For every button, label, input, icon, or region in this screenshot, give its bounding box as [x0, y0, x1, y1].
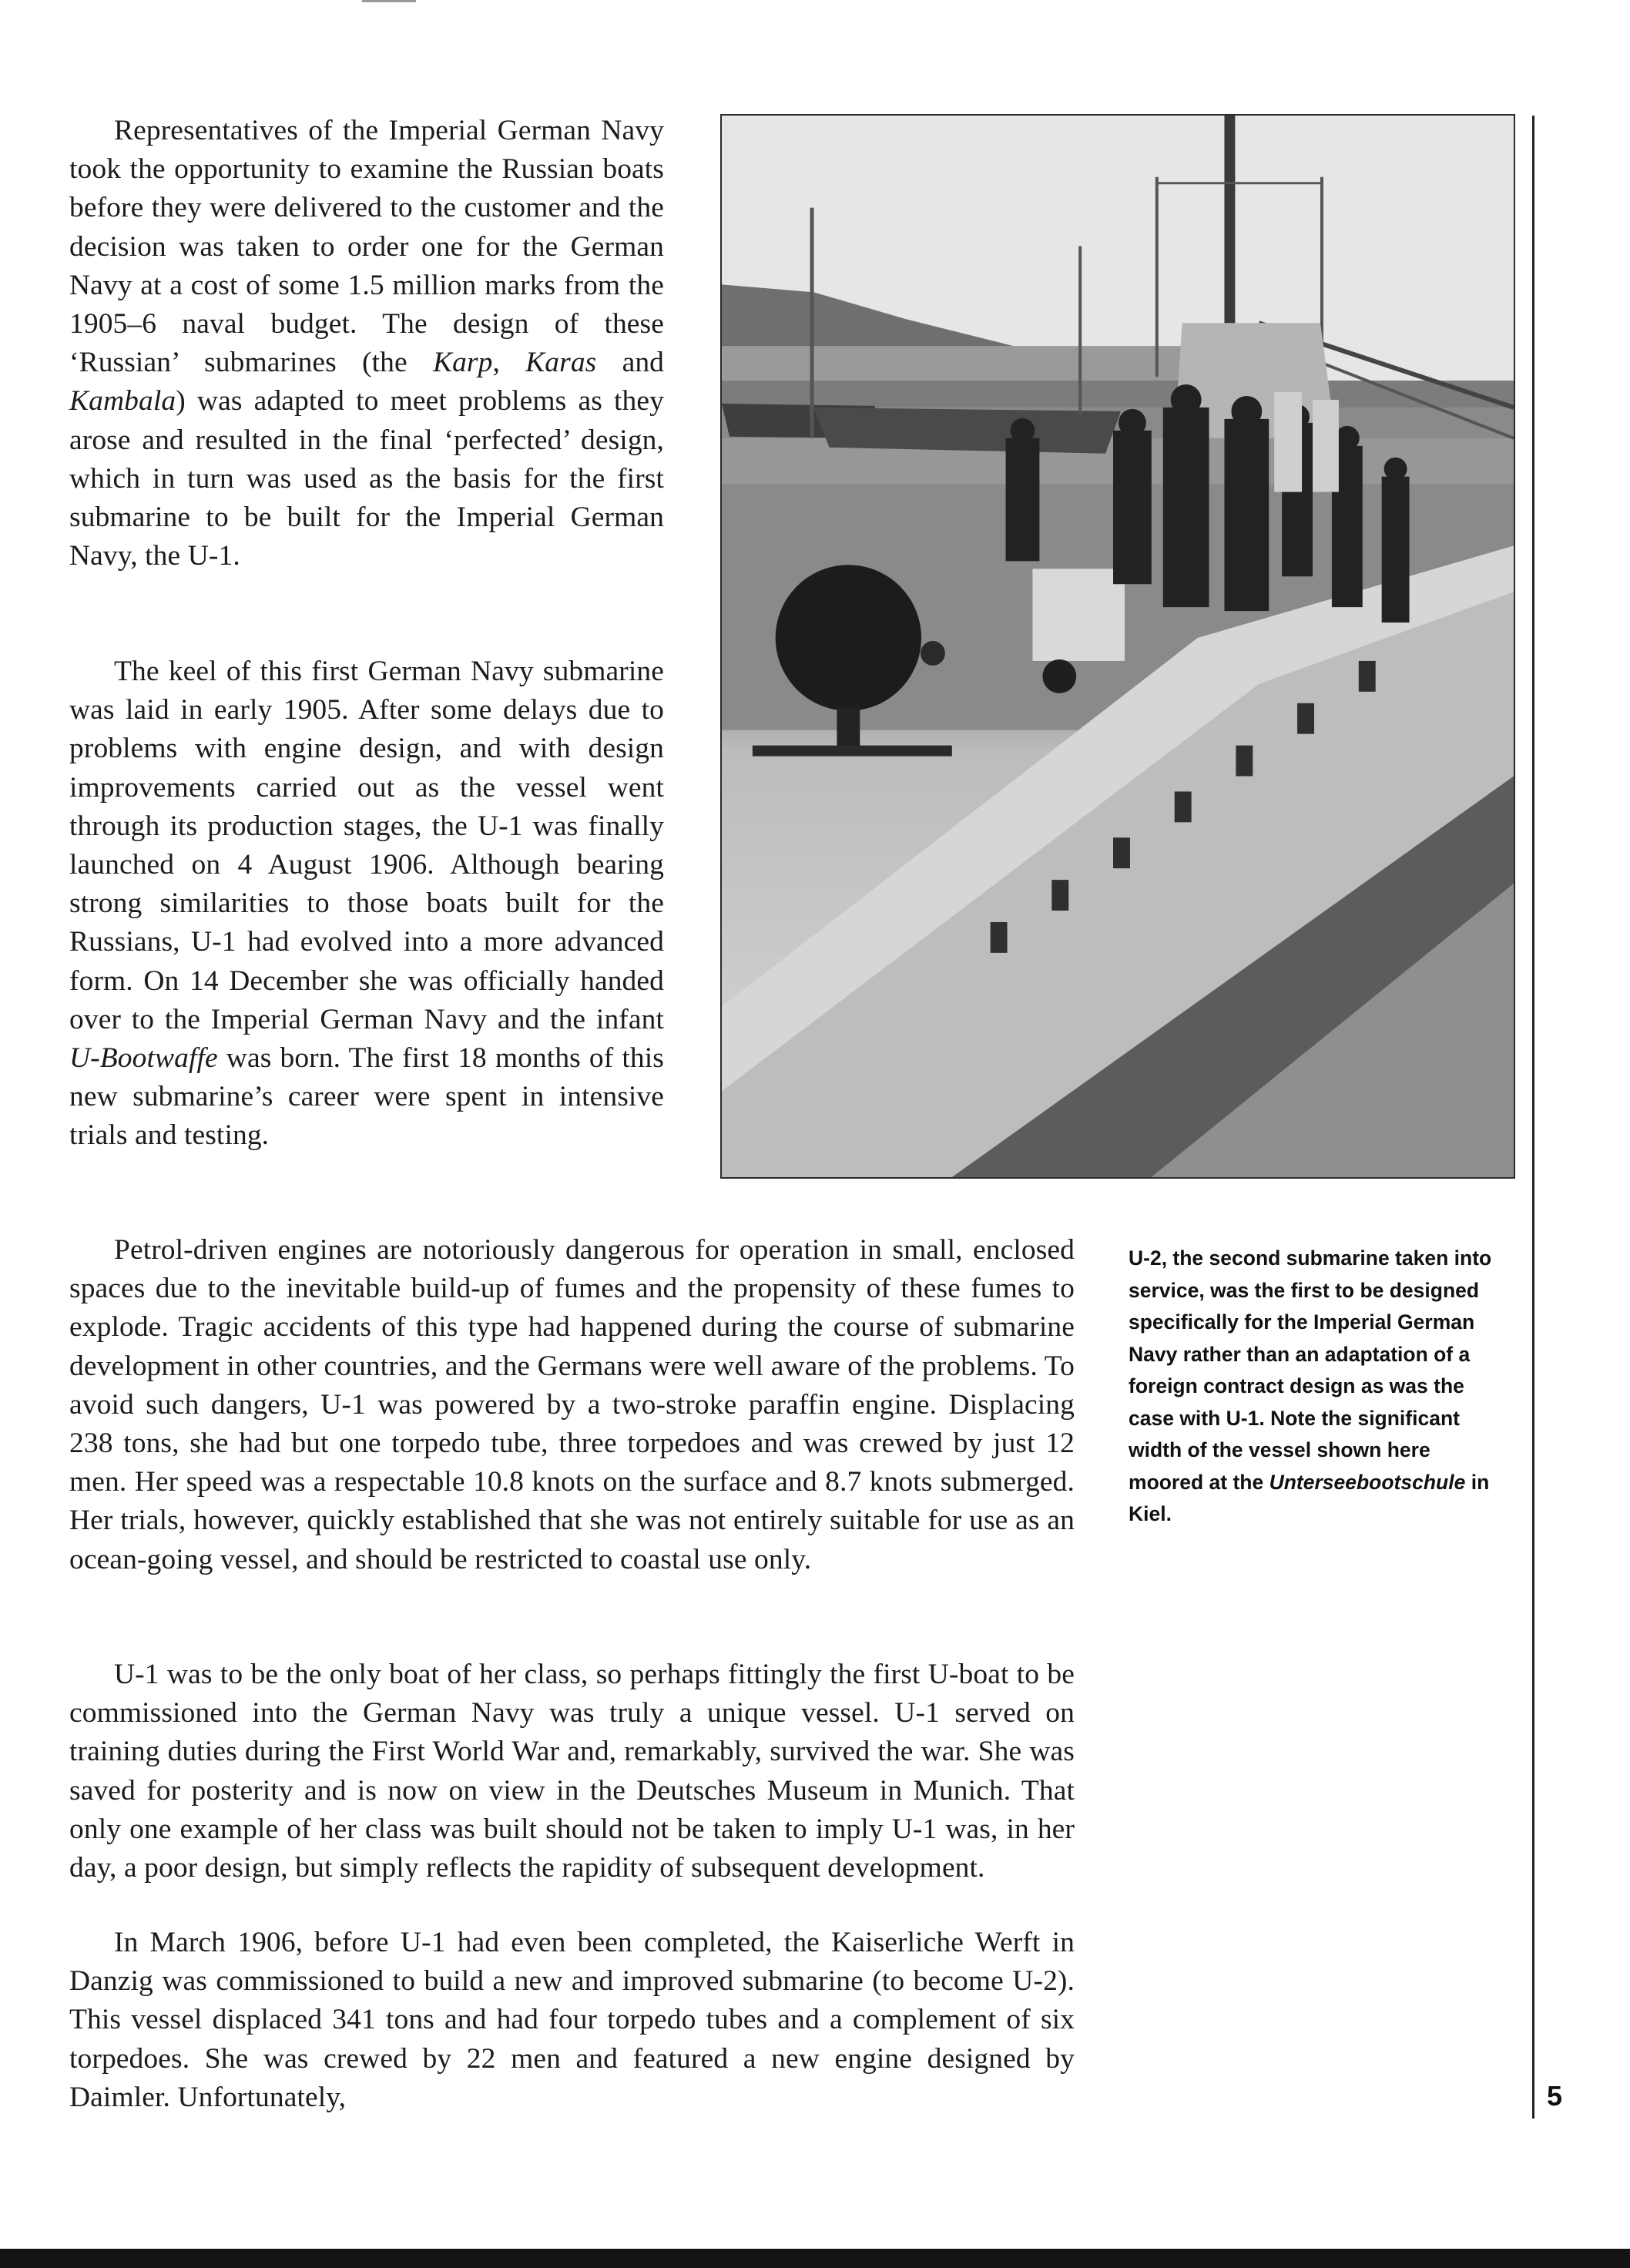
caption-text: in Kiel. — [1129, 1470, 1490, 1525]
paragraph-text: was born. The first 18 months of this new submarine’s career were spent in intensive trials and testing. — [69, 1042, 664, 1152]
caption-text: U-2, the second submarine taken into service, was the first to be designed specifically for the Imperial German Navy rather than an adaptation of a foreign contract design as was the case with U-1. Note the significant width of the vessel shown here moored at the — [1129, 1246, 1492, 1494]
body-paragraph-1 — [69, 112, 664, 575]
paragraph-text: The keel of this first German Navy submarine was laid in early 1905. After some delays due to problems with engine design, and with design improvements carried out as the vessel went through its production stages, the U-1 was finally launched on 4 August 1906. Although bearing strong similarities to those boats built for the Russians, U-1 had evolved into a more advanced form. On 14 December she was officially handed over to the Imperial German Navy and the infant — [69, 656, 664, 1035]
boat-name-kambala: Kambala — [69, 385, 176, 418]
bottom-scan-edge — [0, 2249, 1630, 2268]
body-paragraph-5: In March 1906, before U-1 had even been completed, the Kaiserliche Werft in Danzig was commissioned to build a new and improved submarine (to become U-2). This vessel displaced 341 tons and had four torpedo tubes and a complement of six torpedoes. She was crewed by 22 men and featured a new engine designed by Daimler. Unfortunately, — [69, 1927, 1075, 2113]
body-paragraph-4: U-1 was to be the only boat of her class, so perhaps fittingly the first U-boat to be commissioned into the German Navy was truly a unique vessel. U-1 served on training duties during the First World War and, remarkably, survived the war. She was saved for posterity and is now on view in the Deutsches Museum in Munich. That only one example of her class was built should not be taken to imply U-1 was, in her day, a poor design, but simply reflects the rapidity of subsequent development. — [69, 1659, 1075, 1884]
paragraph-text: ) was adapted to meet problems as they arose and resulted in the final ‘perfected’ design, which in turn was used as the basis for the first submarine to be built for the Imperial German Navy, the U-1. — [69, 385, 664, 572]
boat-name-karp: Karp — [432, 347, 493, 379]
photo-caption — [1129, 1243, 1498, 1531]
page-number: 5 — [1547, 2080, 1563, 2112]
paragraph-text: Representatives of the Imperial German Navy took the opportunity to examine the Russian boats before they were delivered to the customer and the decision was taken to order one for the German Navy at a cost of some 1.5 million marks from the 1905–6 naval budget. The design of these ‘Russian’ submarines (the — [69, 115, 664, 379]
term-u-bootwaffe: U-Bootwaffe — [69, 1042, 218, 1075]
top-edge-mark — [362, 0, 416, 2]
paragraph-text: and — [596, 347, 665, 379]
paragraph-text: , — [492, 347, 526, 379]
body-paragraph-3: Petrol-driven engines are notoriously dangerous for operation in small, enclosed spaces due to the inevitable build-up of fumes and the propensity of these fumes to explode. Tragic accidents of this type had happened during the course of submarine development in other countries, and the Germans were well aware of the problems. To avoid such dangers, U-1 was powered by a two-stroke paraffin engine. Displacing 238 tons, she had but one torpedo tube, three torpedoes and was crewed by just 12 men. Her speed was a respectable 10.8 knots on the surface and 8.7 knots submerged. Her trials, however, quickly established that she was not entirely suitable for use as an ocean-going vessel, and should be restricted to coastal use only. — [69, 1234, 1075, 1575]
body-paragraph-2 — [69, 653, 664, 1156]
margin-rule — [1532, 116, 1534, 2119]
caption-term-unterseebootschule: Unterseebootschule — [1269, 1470, 1466, 1494]
submarine-photo-illustration — [722, 116, 1514, 1177]
boat-name-karas: Karas — [525, 347, 597, 379]
submarine-photo — [720, 114, 1515, 1179]
